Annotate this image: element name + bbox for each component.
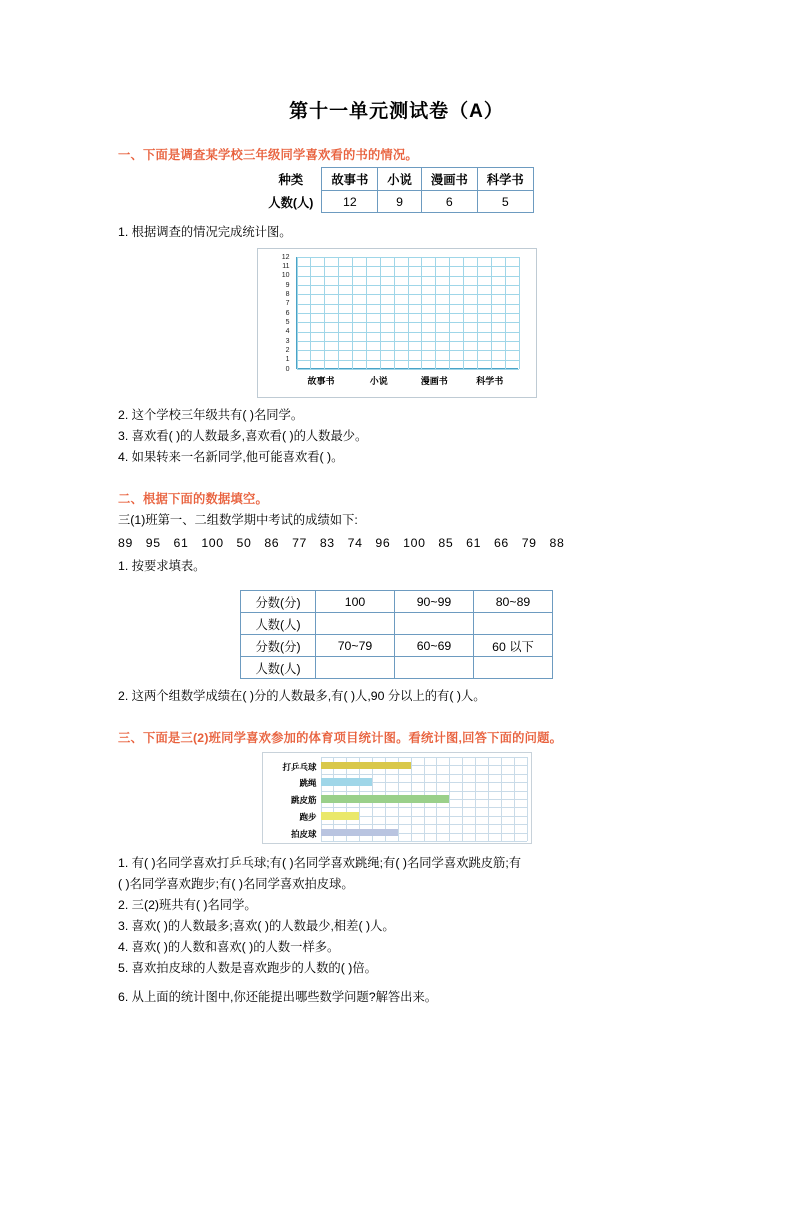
- grid-line-vertical: [449, 257, 450, 369]
- cell-value-3: 5: [477, 191, 533, 213]
- section-3-question-1a: 1. 有( )名同学喜欢打乒乓球;有( )名同学喜欢跳绳;有( )名同学喜欢跳皮筋;有: [118, 856, 522, 870]
- grid-line-vertical: [380, 257, 381, 369]
- score-range-1: 90~99: [395, 591, 474, 613]
- blank-bar-chart-wrap: [118, 248, 675, 398]
- score-table-wrap: [118, 590, 675, 679]
- table-row: [259, 168, 533, 191]
- section-1-question-1: 1. 根据调查的情况完成统计图。: [118, 225, 292, 239]
- y-axis-tick-label: 6: [285, 309, 290, 317]
- count-blank-5[interactable]: [474, 657, 553, 679]
- cell-category-1: 小说: [378, 168, 422, 191]
- section-3-question-1b: ( )名同学喜欢跑步;有( )名同学喜欢拍皮球。: [118, 877, 354, 891]
- y-axis-tick-label: 4: [285, 328, 290, 336]
- bar-3: [321, 812, 360, 820]
- count-label-1: 人数(人): [241, 613, 316, 635]
- grid-line-vertical: [310, 257, 311, 369]
- grid-line-vertical: [352, 257, 353, 369]
- table-row: [241, 591, 553, 613]
- section-2-heading: 二、根据下面的数据填空。: [118, 492, 268, 506]
- score-label-2: 分数(分): [241, 635, 316, 657]
- y-axis-tick-label: 2: [285, 346, 290, 354]
- survey-table-wrap: [118, 167, 675, 213]
- bar-4: [321, 829, 398, 837]
- section-1-question-3: 3. 喜欢看( )的人数最多,喜欢看( )的人数最少。: [118, 429, 368, 443]
- sports-bar-chart: [262, 752, 532, 844]
- cell-category-3: 科学书: [477, 168, 533, 191]
- grid-line-vertical: [408, 257, 409, 369]
- cell-category-0: 故事书: [322, 168, 378, 191]
- grid-line-vertical: [338, 257, 339, 369]
- section-2-question-2: 2. 这两个组数学成绩在( )分的人数最多,有( )人,90 分以上的有( )人。: [118, 689, 486, 703]
- section-3-question-6: 6. 从上面的统计图中,你还能提出哪些数学问题?解答出来。: [118, 990, 438, 1004]
- section-3-question-2: 2. 三(2)班共有( )名同学。: [118, 898, 257, 912]
- chart-plot-area: [296, 257, 518, 369]
- y-axis-tick-label: 1: [285, 356, 290, 364]
- table-row: [241, 657, 553, 679]
- section-1-heading: 一、下面是调查某学校三年级同学喜欢看的书的情况。: [118, 148, 418, 162]
- score-table: [240, 590, 553, 679]
- x-axis-category-label: 故事书: [307, 376, 335, 386]
- score-range-4: 60~69: [395, 635, 474, 657]
- grid-line-vertical: [297, 257, 298, 369]
- grid-line-vertical: [477, 257, 478, 369]
- bar-category-label: 打乒乓球: [282, 761, 317, 772]
- grid-line-vertical: [366, 257, 367, 369]
- grid-line-horizontal: [297, 369, 519, 370]
- y-axis-tick-label: 9: [285, 281, 290, 289]
- grid-line-vertical: [421, 257, 422, 369]
- y-axis-tick-label: 3: [285, 337, 290, 345]
- grid-line-vertical: [519, 257, 520, 369]
- y-axis-tick-label: 7: [285, 300, 290, 308]
- table-row: [241, 613, 553, 635]
- section-2-intro: 三(1)班第一、二组数学期中考试的成绩如下:: [118, 513, 358, 527]
- blank-bar-chart: [257, 248, 537, 398]
- section-3-question-5: 5. 喜欢拍皮球的人数是喜欢跑步的人数的( )倍。: [118, 961, 377, 975]
- y-axis-tick-label: 10: [281, 272, 290, 280]
- grid-line-vertical: [462, 757, 463, 841]
- grid-line-vertical: [435, 257, 436, 369]
- grid-line-vertical: [394, 257, 395, 369]
- x-axis-category-label: 小说: [369, 376, 388, 386]
- section-1-question-4: 4. 如果转来一名新同学,他可能喜欢看( )。: [118, 450, 344, 464]
- cell-value-0: 12: [322, 191, 378, 213]
- sports-chart-plot: [321, 757, 527, 841]
- count-blank-0[interactable]: [316, 613, 395, 635]
- score-label-1: 分数(分): [241, 591, 316, 613]
- grid-line-vertical: [491, 257, 492, 369]
- cell-category-2: 漫画书: [421, 168, 477, 191]
- score-range-2: 80~89: [474, 591, 553, 613]
- cell-value-2: 6: [421, 191, 477, 213]
- y-axis-tick-label: 12: [281, 253, 290, 261]
- y-axis-tick-label: 11: [282, 262, 290, 270]
- grid-line-vertical: [527, 757, 528, 841]
- section-1-question-2: 2. 这个学校三年级共有( )名同学。: [118, 408, 304, 422]
- section-3-question-3: 3. 喜欢( )的人数最多;喜欢( )的人数最少,相差( )人。: [118, 919, 395, 933]
- grid-line-vertical: [501, 757, 502, 841]
- grid-line-vertical: [449, 757, 450, 841]
- y-axis-tick-label: 0: [285, 365, 290, 373]
- score-range-0: 100: [316, 591, 395, 613]
- grid-line-horizontal: [321, 841, 527, 842]
- page-title: 第十一单元测试卷（A）: [289, 101, 504, 122]
- bar-1: [321, 778, 373, 786]
- bar-category-label: 跳绳: [299, 778, 317, 789]
- grid-line-vertical: [488, 757, 489, 841]
- count-blank-2[interactable]: [474, 613, 553, 635]
- bar-category-label: 跑步: [299, 812, 317, 823]
- count-blank-1[interactable]: [395, 613, 474, 635]
- count-blank-4[interactable]: [395, 657, 474, 679]
- x-axis-category-label: 科学书: [476, 376, 504, 386]
- section-3-question-4: 4. 喜欢( )的人数和喜欢( )的人数一样多。: [118, 940, 340, 954]
- score-list: 89 95 61 100 50 86 77 83 74 96 100 85 61 66 79 88: [118, 536, 565, 550]
- section-3-heading: 三、下面是三(2)班同学喜欢参加的体育项目统计图。看统计图,回答下面的问题。: [118, 731, 563, 745]
- grid-line-vertical: [475, 757, 476, 841]
- y-axis-tick-label: 5: [285, 318, 290, 326]
- table-row: [259, 191, 533, 213]
- bar-category-label: 跳皮筋: [290, 795, 317, 806]
- count-blank-3[interactable]: [316, 657, 395, 679]
- score-range-5: 60 以下: [474, 635, 553, 657]
- grid-line-vertical: [463, 257, 464, 369]
- bar-2: [321, 795, 450, 803]
- row-label-category: 种类: [259, 168, 322, 191]
- grid-line-vertical: [505, 257, 506, 369]
- bar-0: [321, 762, 411, 770]
- section-2-question-1: 1. 按要求填表。: [118, 559, 206, 573]
- x-axis-category-label: 漫画书: [420, 376, 448, 386]
- sports-chart-wrap: [118, 752, 675, 844]
- bar-category-label: 拍皮球: [290, 828, 317, 839]
- count-label-2: 人数(人): [241, 657, 316, 679]
- table-row: [241, 635, 553, 657]
- row-label-count: 人数(人): [259, 191, 322, 213]
- score-range-3: 70~79: [316, 635, 395, 657]
- y-axis-tick-label: 8: [285, 290, 290, 298]
- grid-line-vertical: [324, 257, 325, 369]
- worksheet-page: [0, 96, 793, 1218]
- survey-table: [259, 167, 533, 213]
- cell-value-1: 9: [378, 191, 422, 213]
- grid-line-vertical: [514, 757, 515, 841]
